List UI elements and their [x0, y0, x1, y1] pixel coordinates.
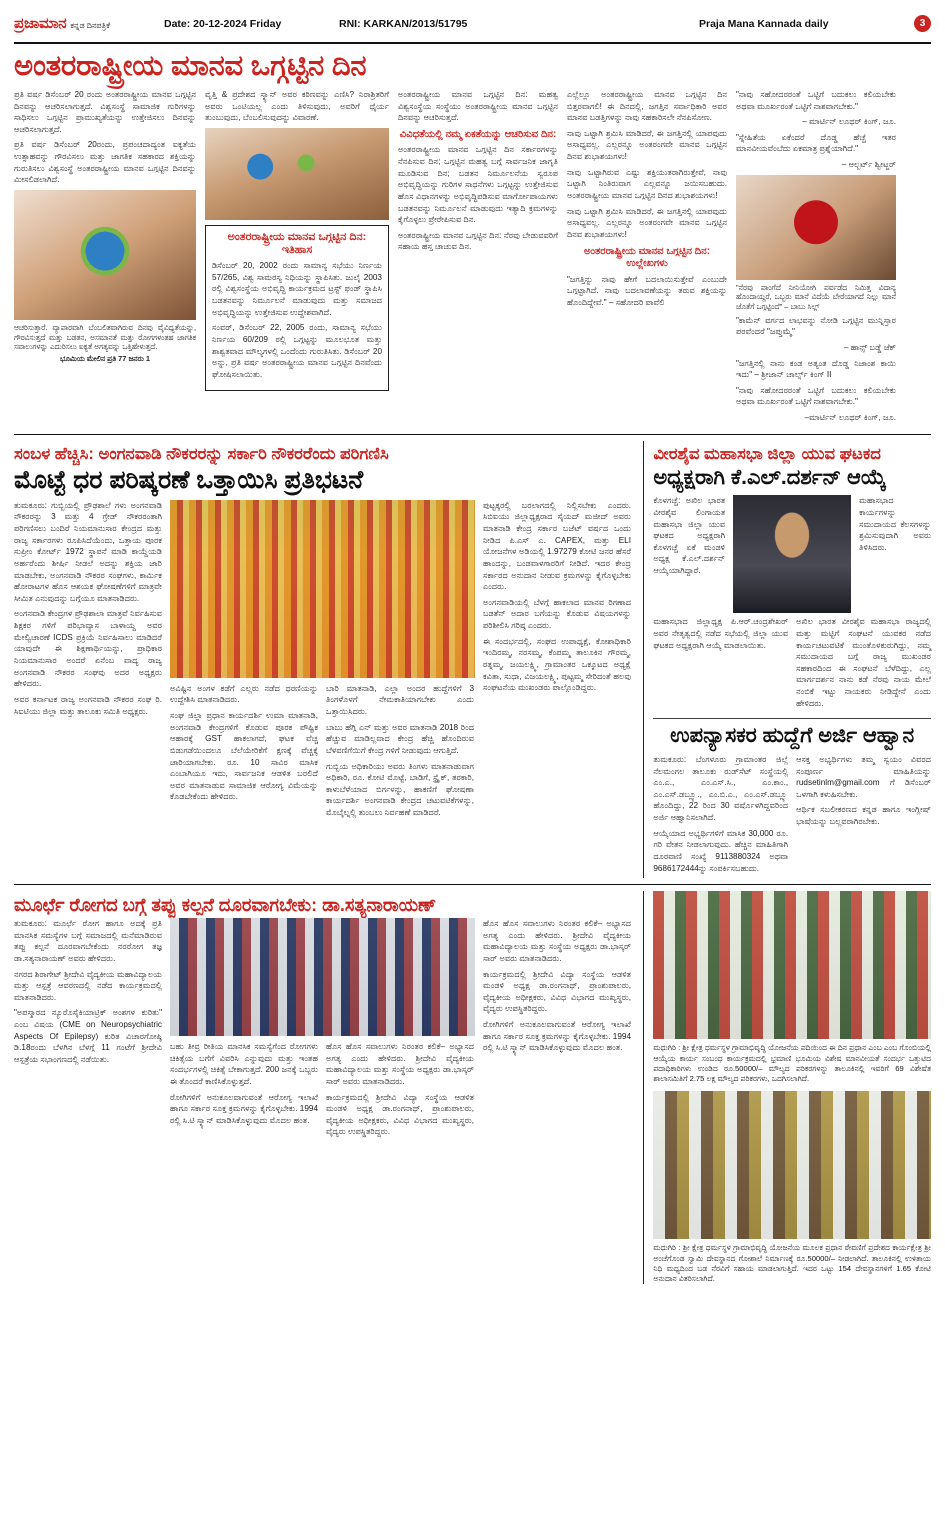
article5-col4-p2: ಕಾರ್ಯಕ್ರಮದಲ್ಲಿ ಶ್ರೀದೇವಿ ವಿದ್ಯಾ ಸಂಸ್ಥೆಯ ಆಡಳಿತ ಮಂಡಳಿ ಅಧ್ಯಕ್ಷ ಡಾ.ರಂಗನಾಥ್, ಪ್ರಾಂಶುಪಾಲರು, ವೈದ್ಯಕೀಯ ಅಧೀಕ್ಷಕರು, ವಿವಿಧ ವಿಭಾಗದ ಮುಖ್ಯಸ್ಥರು, ವೈದ್ಯರು ಉಪಸ್ಥಿತರಿದ್ದರು.	[483, 969, 631, 1014]
article1-col5-photo-caption: "ನೆರವು ಪಾಂಗೆದೆ ನೀನಿಯೋಗಿ ಪರ್ವಡೆದ ನಿಮಿತ್ತ ವಿದಾನ್ಯ ಹೊಂದಾಯ್ದರೆ, ಒಬ್ಬರು ಮಾನೆ ವಿದೆಯೆ ಬೇರೆಯಾಗದೆ ನಿಲ್ಲು ಮಾನೆ ಜೊತೆಗೆ ಒಗ್ಗಟ್ಟಿಂದೆ" – ಬಾಬು ಸಿಲ್ಲ್	[736, 282, 896, 311]
article5-columns	[14, 918, 633, 1142]
article2-col4-p1: ಪುಟ್ಟಕ್ಕರಲ್ಲಿ ಬರಲಾಗದಲ್ಲಿ ನಿಲ್ಲಿಸಬೇಕು ಎಂದರು. ಸಿಬಿಐಯು ಜಿಲ್ಲಾಧ್ಯಕ್ಷರಾದ ಸೈಯದ್ ಮಜೀದ್ ಅವರು ಮಾತನಾಡಿ ಕೇಂದ್ರ ಸರ್ಕಾರ ಬಜೆಟ್ ವರ್ಷದ ಒಂದು ನೀಡಿದ ಪಿ.ಎಸ್ ಎ. CAPEX, ಮತ್ತು ELI ಯೋಜನೆಗಳ ಅಡಿಯಲ್ಲಿ 1.97279 ಕೋಟಿ ಜನರ ಹೆಸರೆ ಹಾಂದನ್ನು, ಬಂಡವಾಳಗಾರರಿಗೆ ನೀಡಿದೆ. ಇದರ ಕೇಂದ್ರ ಸರ್ಕಾರದ ಅನುದಾನ ನೀಡುವ ಕ್ರಮಗಳನ್ನು ಕೈಗೊಳ್ಳಬೇಕು ಎಂದರು.	[483, 500, 631, 592]
article5-headline: ಮೂರ್ಛೆ ರೋಗದ ಬಗ್ಗೆ ತಪ್ಪು ಕಲ್ಪನೆ ದೂರವಾಗಬೇಕು: ಡಾ.ಸತ್ಯನಾರಾಯಣ್	[14, 895, 437, 916]
article4-p1: ತುಮಕೂರು: ಬೆಂಗಳೂರು ಗ್ರಾಮಾಂತರ ಜಿಲ್ಲೆ ನೆಲಮಂಗಲ ತಾಲೂಕು ರುಡ್‌ಸೆಟ್ ಸಂಸ್ಥೆಯಲ್ಲಿ ಎಂ.ಎ., ಎಂ.ಎಸ್.ಸಿ., ಎಂ.ಕಾಂ., ಎಂ.ಎಸ್.ಡಬ್ಲ್ಯೂ., ಎಂ.ಬಿ.ಎ., ಎಂ.ಎಸ್.ಡಬ್ಲ್ಯೂ ಹೊಂದಿದ್ದು, 22 ರಿಂದ 30 ವರ್ಷೊಳಗಿದ್ದವರಿಂದ ಅರ್ಜಿ ಆಹ್ವಾನಿಸಲಾಗಿದೆ.	[653, 754, 789, 823]
article1-col4-quote: "ಜಗತ್ತಿನ್ನು ನಾವು ಹೇಗೆ ಬದಲಾಯಿಸುತ್ತೇವೆ ಎಂಬುದೇ ಒಗ್ಗಟ್ಟಾಗಿದೆ. ನಾವು ಬದಲಾವಣೆಯನ್ನು ತರುವ ಶಕ್ತಿಯನ್ನು ಹೊಂದಿದ್ದೇವೆ." – ಸಹೋದರಿ ಪಾವೆಲಿ	[567, 274, 727, 307]
photo-caption-2: ಮಧುಗಿರಿ : ಶ್ರೀ ಕ್ಷೇತ್ರ ಧರ್ಮಸ್ಥಳ ಗ್ರಾಮಾಭಿವೃದ್ಧಿ ಯೋಜನೆಯ ಮೂಲಕ ಪ್ರಧಾನ ಠೇವಣಿಗೆ ಪ್ರದೇಶದ ಕಾರ್ಯಕ್ಷೇತ್ರ ಶ್ರೀ ಅಂಚೆಗೊಂಡ ಸ್ವಾಮಿ ದೇವಸ್ಥಾನದ ಗೋಶಾಲೆ ನಿರ್ಮಾಣಕ್ಕೆ ರೂ.50000/– ನೀಡಲಾಗಿದೆ. ತಾಲೂಕಿನಲ್ಲಿ ಉಳಿತಾಯ ನಿಧಿ ಮಧ್ಯದಿಂದ ಬಡ ನೆರವಿಗೆ ಸಹಾಯ ಮಾಡಲಾಗುತ್ತಿದೆ. ಇದರ ಒಟ್ಟು 154 ದೇವಸ್ಥಾನಗಳಿಗೆ 1.65 ಕೋಟಿ ಅನುದಾನ ವಿತರಿಸಲಾಗಿದೆ.	[653, 1243, 931, 1284]
article5-col1-p2: ನಗರದ ಶಿರಾಗೇಟ್ ಶ್ರೀದೇವಿ ವೈದ್ಯಕೀಯ ಮಹಾವಿದ್ಯಾಲಯ ಮತ್ತು ಆಸ್ಪತ್ರೆ ಆವರಣದಲ್ಲಿ ನಡೆದ ಕಾರ್ಯಕ್ರಮದಲ್ಲಿ ಮಾತನಾಡಿದರು.	[14, 969, 162, 1002]
article1-col5-a5: –ಮಾರ್ಟಿನ್ ಲೂಥರ್ ಕಿಂಗ್, ಜೂ.	[804, 413, 896, 423]
article3-p1: ಕೊಳಗಚ್ಚೆ: ಅಖಿಲ ಭಾರತ ವೀರಶೈವ ಲಿಂಗಾಯತ ಮಹಾಸಭಾ ಜಿಲ್ಲಾ ಯುವ ಘಟಕದ ಅಧ್ಯಕ್ಷರಾಗಿ ಕೊಳಗಚ್ಚೆ ಏಕೆ ಮಂಡಳಿ ಅಧ್ಯಕ್ಷ ಕೆ.ಎಲ್.ದರ್ಶನ್ ಆಯ್ಕೆಯಾಗಿದ್ದಾರೆ.	[653, 496, 726, 576]
photo-cme-event	[170, 918, 475, 1036]
article1-col5-q1: "ನಾವು ಸಹೋದರರಂತೆ ಒಟ್ಟಿಗೆ ಬದುಕಲು ಕಲಿಯಬೇಕು ಅಥವಾ ಮೂರ್ಖರಂತೆ ಒಟ್ಟಿಗೆ ನಾಶವಾಗಬೇಕು."	[736, 89, 896, 111]
article5-col4-p3: ರೋಗಿಗಳಿಗೆ ಅನುಕೂಲವಾಗುವಂತೆ ಆರೋಗ್ಯ ಇಲಾಖೆ ಹಾಗೂ ಸರ್ಕಾರ ಸೂಕ್ತ ಕ್ರಮಗಳನ್ನು ಕೈಗೊಳ್ಳಬೇಕು. 1994 ರಲ್ಲಿ ಸಿ.ಟಿ ಸ್ಕ್ಯಾನ್ ಮಾಡಿಸಿಕೊಳ್ಳುವುದು ಮೊದಲ ಹಂತ.	[483, 1020, 631, 1053]
article5-col2	[170, 1041, 318, 1142]
article1-history-box	[205, 225, 389, 391]
article1-col1-caption: ಆಚರಿಸುತ್ತಾರೆ. ವ್ಯಾಪಾರವಾಗಿ ಬೆಂಬಲಿತವಾಗಿರುವ ದಿನವು ವೈವಿಧ್ಯತೆಯನ್ನು, ಗೌರವಿಸುತ್ತದೆ ಮತ್ತು ಬಡತನ, ಅಸಮಾನತೆ ಮತ್ತು ರೋಗಗಳಂತಹ ಜಾಗತಿಕ ಸವಾಲುಗಳನ್ನು ಎದುರಿಸಲು ಐಕ್ಯತೆ ಅಗತ್ಯವನ್ನು ಒತ್ತಿಹೇಳುತ್ತದೆ.	[14, 323, 196, 352]
article2-col3-p2: ಬಾಬು ಹೆಗ್ಗಿ ಎನ್ ಮತ್ತು ಅವರ ಮಾತನಾಡಿ 2018 ರಿಂದ ಹೆಚ್ಚುವ ಮಾಡಿಲ್ಲವಾದ ಕೇಂದ್ರ ಹೆಚ್ಚಿ ಹೊಂದಿರುವ ಬೆಳವಣಿಗೆಯಿಗೆ ಕೇಂದ್ರ ಗಳಿಗೆ ನೀಡುವುದು ಆಗುತ್ತಿದೆ.	[326, 722, 474, 755]
article1-col2-p1: ವೃತ್ತಿ & ಪ್ರದೇಶದ ಸ್ಕ್ಯಾನ್ ಅವರ ಕಠಿಣವನ್ನು ಎಣಿಸಿ? ನಿರಾಶ್ರಿತರಿಗೆ ಅವರು ಒಂಟಿಯಲ್ಲ ಎಂದು ತಿಳಿಸುವುದು, ಅವರಿಗೆ ಧೈರ್ಯ ತುಂಬುವುದು, ಬೆಂಬಲಿಸುವುದನ್ನು ವಿವಾರಣೆ.	[205, 89, 389, 123]
article4-p3: ಆಯ್ಕೆಯಾದ ಅಭ್ಯರ್ಥಿಗಳಿಗೆ ಮಾಸಿಕ 30,000 ರೂ. ಗರಿ ವೇತನ ನೀಡಲಾಗುವುದು. ಹೆಚ್ಚಿನ ಮಾಹಿತಿಗಾಗಿ ದೂರವಾಣಿ ಸಂಖ್ಯೆ 9113880324 ಅಥವಾ 9686172444ನ್ನು ಸಂಪರ್ಕಿಸಬಹುದು.	[653, 828, 789, 873]
article2-headline: ಮೊಟ್ಟೆ ಧರ ಪರಿಷ್ಕರಣೆ ಒತ್ತಾಯಿಸಿ ಪ್ರತಿಭಟನೆ	[14, 465, 364, 494]
photo-dharmasthala-distribution	[653, 891, 931, 1039]
section-2	[14, 441, 931, 879]
photo-clasped-hands	[205, 128, 389, 220]
article2	[14, 441, 633, 879]
article1-col1-credit: ಭೂಮಿಯ ಮೇಲಿನ ಪ್ರತಿ 77 ಜನರು 1	[60, 353, 150, 363]
article5-col2-p1: ಬಹು ತೀವ್ರ ರೀತಿಯ ಮಾನಸಿಕ ಸಮಸ್ಯೆಗೆಂದ ರೋಗಗಳು ಚಿಕಿತ್ಸೆಯ ಬಗೆಗೆ ವಿವರಿಸಿ ಎನ್ನುವುದು ಮತ್ತು ಇಂತಹ ಸಂದರ್ಭಗಳಲ್ಲಿ ಚಿಕಿತ್ಸೆ ಬೇಕಾಗುತ್ತದೆ. 200 ಜನಕ್ಕೆ ಒಬ್ಬರು ಈ ತೊಂದರೆ ಕಾಣಿಸಿಕೊಳ್ಳುತ್ತದೆ.	[170, 1041, 318, 1086]
article1-col4-p1: ಎಲ್ಲೆಲ್ಲೂ ಅಂತರರಾಷ್ಟ್ರೀಯ ಮಾನವ ಒಗ್ಗಟ್ಟಿನ ದಿನ ಬಿತ್ತರವಾಗಲಿ! ಈ ದಿನದಲ್ಲಿ, ಜಗತ್ತಿನ ಸರ್ವಾಧಿಕಾರಿ ಅವರ ಮಾನವ ಬಡತ್ತಿಗಳನ್ನು ನಾವು ಸಹಕಾರಿಸಲೇ ನೆನಪಿಸೋಣ.	[567, 89, 727, 123]
article2-col1	[14, 500, 162, 823]
article1-headline: ಅಂತರರಾಷ್ಟ್ರೀಯ ಮಾನವ ಒಗ್ಗಟ್ಟಿನ ದಿನ	[14, 50, 367, 82]
article1-col5-a2: – ಆಲ್ಬರ್ಟ್ ಶ್ವೀಟ್ಜರ್	[841, 160, 896, 170]
article5-col1-p1: ತುಮಕೂರು: ಮೂರ್ಛೆ ರೋಗ ಹಾಗೂ ಅದಕ್ಕೆ ಪ್ರತಿ ಮಾನಸಿಕ ಸಮಸ್ಯೆಗಳ ಬಗ್ಗೆ ಸಮಾಜದಲ್ಲಿ ಮನೆಮಾಡಿರುವ ತಪ್ಪು ಕಲ್ಪನೆ ದೂರವಾಗಬೇಕೆಂದು ನರರೋಗ ತಜ್ಞ ಡಾ.ಸತ್ಯನಾರಾಯಣ್ ಅವರು ಹೇಳಿದರು.	[14, 918, 162, 963]
article1-col1-p1: ಪ್ರತಿ ವರ್ಷ ಡಿಸೆಂಬರ್ 20 ರಂದು ಅಂತರರಾಷ್ಟ್ರೀಯ ಮಾನವ ಒಗ್ಗಟ್ಟಿನ ದಿನವನ್ನು ಆಚರಿಸಲಾಗುತ್ತದೆ. ವಿಶ್ವಸಂಸ್ಥೆ ಸಾಮಾಜಿಕ ಗುರಿಗಳನ್ನು ಸಾಧಿಸಲು ಒಗ್ಗಟ್ಟಿನ ಪ್ರಾಮುಖ್ಯತೆಯನ್ನು ಉತ್ತೇಜಿಸಲು ದಿನವನ್ನು ಆಚರಿಸಲಾಗುತ್ತದೆ.	[14, 89, 196, 134]
article1-col5	[736, 89, 896, 428]
section-divider-1	[14, 434, 931, 435]
article1-col1-p2: ಪ್ರತಿ ವರ್ಷ ಡಿಸೆಂಬರ್ 20ರಂದು, ಪ್ರಪಂಚದಾದ್ಯಂತ ಐಕ್ಯತೆಯ ಉತ್ಸಾಹವನ್ನು ಗೌರವಿಸಲು ಮತ್ತು ಜಾಗತಿಕ ಸಹಕಾರದ ಶಕ್ತಿಯನ್ನು ಗುರುತಿಸಲು ವಿಶ್ವಸಂಸ್ಥೆ ಅಂತರರಾಷ್ಟ್ರೀಯ ಮಾನವ ಒಗ್ಗಟ್ಟಿನ ದಿನವನ್ನು ಮೀಸಲಿಡಲಾಗಿದೆ.	[14, 140, 196, 185]
article1-col1	[14, 89, 196, 428]
photo-goshale-donation	[653, 1091, 931, 1239]
article4-headline: ಉಪನ್ಯಾಸಕರ ಹುದ್ದೆಗೆ ಅರ್ಜಿ ಆಹ್ವಾನ	[670, 724, 915, 748]
rni-number: RNI: KARKAN/2013/51795	[339, 17, 468, 30]
photo-news-column	[643, 891, 931, 1284]
article2-col4	[483, 500, 631, 823]
article1-col3	[398, 89, 558, 428]
publication-logo	[14, 15, 164, 32]
article4-p2: ಆಸಕ್ತ ಅಭ್ಯರ್ಥಿಗಳು ತಮ್ಮ ಸ್ವಯಂ ವಿವರದ ಸಂಪೂರ್ಣ ಮಾಹಿತಿಯನ್ನು rudsetinlm@gmail.com ಗೆ ಡಿಸೆಂಬರ್ ಒಳಗಾಗಿ ಕಳುಹಿಸಬೇಕು.	[796, 754, 931, 799]
article5-col4-p1: ಹೊಸ ಹೊಸ ಸವಾಲುಗಳು ನಿರಂತರ ಕಲಿಕೆ– ಅಭ್ಯಾಸದ ಅಗತ್ಯ ಎಂದು ಹೇಳಿದರು. ಶ್ರೀದೇವಿ ವೈದ್ಯಕೀಯ ಮಹಾವಿದ್ಯಾಲಯ ಮತ್ತು ಸಂಸ್ಥೆಯ ಅಧ್ಯಕ್ಷರು ಡಾ.ಭಾಸ್ಕರ್ ಸಾರ್ ಅವರು ಮಾತನಾಡಿದರು.	[483, 918, 631, 963]
article2-col1-p2: ಅಂಗನವಾಡಿ ಕೇಂದ್ರಗಳ ಪ್ರೌಢಶಾಲಾ ಮಾತ್ರವೆ ನಿರ್ವಹಿಸುವ ಶಿಕ್ಷಕರ ಗಳಿಗೆ ಪರಿಭಾವ್ಯಾಸ ಬಾಳಾಯ್ದ ಅವರ ಮೇಲ್ವಿಚಾರಣೆ ICDS ಪ್ರಕ್ರಿಯೆ ನಿರ್ವಹಿಸಾಲು ಮಾಡಿದರೆ ಯಾವುದೇ ಈ ಶಿಕ್ಷಣಾರ್ಥಿಯನ್ನು, ಪ್ರಾಧಿಕಾರ ನಿಯಮಾನುಸಾರ ಅಂದರೆ ಏನೆಂಬ ವಾದ್ಯ ರಾಜ್ಯ ಅಂಗನವಾಡಿ ನೌಕರರ ಸಂಘವು ಅದರ ಅಧ್ಯಕ್ಷರು ಹೇಳಿದರು.	[14, 609, 162, 689]
article1-body	[14, 89, 931, 428]
article5-col2-3	[170, 918, 475, 1142]
article1-history-box-p1: ಡಿಸೆಂಬರ್ 20, 2002 ರಂದು ಸಾಮಾನ್ಯ ಸಭೆಯು ನಿರ್ಣಯ 57/265, ವಿಶ್ವ ಸಾಮರಸ್ಯ ನಿಧಿಯನ್ನು ಸ್ಥಾಪಿಸಿತು. ಜುಲೈ 2003 ರಲ್ಲಿ ವಿಶ್ವಸಂಸ್ಥೆಯ ಅಭಿವೃದ್ಧಿ ಕಾರ್ಯಕ್ರಮದ ಟ್ರಸ್ಟ್ ಫಂಡ್ ಸ್ಥಾಪಿಸಿ ಬಡತನವನ್ನು ನಿರ್ಮೂಲನೆ ಮಾಡುವುದು ಮತ್ತು ಸಮಾಜದ ಅಭಿವೃದ್ಧಿಯನ್ನು ಉತ್ತೇಜಿಸುವ ಉದ್ದೇಶವಾಗಿದೆ.	[212, 261, 382, 317]
article1-col4	[567, 89, 727, 428]
logo-sub-text: ಕನ್ನಡ ದಿನಪತ್ರಿಕೆ	[70, 21, 111, 30]
article1-col3-p3: ಅಂತರರಾಷ್ಟ್ರೀಯ ಮಾನವ ಒಗ್ಗಟ್ಟಿನ ದಿನ: ನೆರವು ಬೇಡುವವರಿಗೆ ಸಹಾಯ ಹಸ್ತ ಚಾಚುವ ದಿನ.	[398, 230, 558, 252]
article2-col1-p3: ಅವರ ಕರ್ನಾಟಕ ರಾಜ್ಯ ಅಂಗನವಾಡಿ ನೌಕರರ ಸಂಘ ರಿ. ಸಿಐಟಿಯು ಜಿಲ್ಲಾ ಮತ್ತು ತಾಲೂಕು ಸಮಿತಿ ಅಧ್ಯಕ್ಷರು.	[14, 694, 162, 716]
article1-col4-subhead: ಅಂತರರಾಷ್ಟ್ರೀಯ ಮಾನವ ಒಗ್ಗಟ್ಟಿನ ದಿನ: ಉಲ್ಲೇಖಗಳು	[583, 245, 711, 270]
article3-and-4	[643, 441, 931, 879]
article1-history-box-p2: ಸಂವರ್, ಡಿಸೆಂಬರ್ 22, 2005 ರಂದು, ಸಾಮಾನ್ಯ ಸಭೆಯು ನಿರ್ಣಯ 60/209 ರಲ್ಲಿ ಒಗ್ಗಟ್ಟನ್ನು ಮೂಲಭೂತ ಮತ್ತು ಶಾಶ್ವತವಾದ ಮೌಲ್ಯಗಳಲ್ಲಿ ಒಂದೆಂದು ಗುರುತಿಸಿತು. ಡಿಸೆಂಬರ್ 20 ಅನ್ನು, ಪ್ರತಿ ವರ್ಷ ಅಂತರರಾಷ್ಟ್ರೀಯ ಮಾನವ ಒಗ್ಗಟ್ಟಿನ ದಿನವೆಂದು ಘೋಷಿಸಲಾಯಿತು.	[212, 323, 382, 379]
article2-col4-p2: ಅಂಗನವಾಡಿಯಲ್ಲಿ ಬೆಳಗ್ಗೆ ಹಾಕಲಾದ ಮಾನವ ರಿಗಣಾದ ಬಡತೆನ್ ಅದಾರ ಬಗೆಯನ್ನು ಕೊಡುವ ವಿಷಯಗಳನ್ನು ಪರಿಶೀಲಿಸಿ ಗರಿಷ್ಠ ಎಂದರು.	[483, 597, 631, 631]
article2-col2-3	[170, 500, 475, 823]
article3-p2: ಮಹಾಸಭಾದ ಜಿಲ್ಲಾಧ್ಯಕ್ಷ ಪಿ.ಆರ್.ಚಂದ್ರಶೇಖರ್ ಅವರ ನೇತೃತ್ವದಲ್ಲಿ ನಡೆದ ಸಭೆಯಲ್ಲಿ ಜಿಲ್ಲಾ ಯುವ ಘಟಕದ ಅಧ್ಯಕ್ಷರಾಗಿ ಆಯ್ಕೆ ಮಾಡಲಾಯಿತು.	[653, 617, 789, 650]
article2-col3-p3: ಗುಬ್ಬಿಯ ಅಧಿಕಾರಿಯು ಅವರು ತಿಂಗಳು ಮಾತನಾಡುವಾಗ ಅಧಿಕಾರಿ, ರೂ. ಕೋಟಿ ಮೊಟ್ಟೆ, ಬಾಡಿಗೆ, ಸ್ಟ್ರೈಕ್, ತರಕಾರಿ, ಕಾಳುಬೆಳೆಯಾದ ಬಿರ್ಗಳನ್ನು, ಹಾಕಣಿಗೆ ಘೋಷಣಾ ಕಾರ್ಯದರ್ಶಿ ಅಂಗನವಾಡಿ ಕೇಂದ್ರದ ಚಟುವಟಿಕೆಗಳನ್ನು, ಮೊಬೈಲ್ನಲ್ಲಿ ತುಂಬಲು ನಿರ್ವಹಣೆ ಮಾಡಿದರೆ.	[326, 761, 474, 818]
photo-darshan-portrait	[733, 495, 851, 613]
article1-col3-p2: ಅಂತರರಾಷ್ಟ್ರೀಯ ಮಾನವ ಒಗ್ಗಟ್ಟಿನ ದಿನ ಸರ್ಕಾರಗಳನ್ನು ನೆನಪಿಸುವ ದಿನ; ಒಗ್ಗಟ್ಟಿನ ಮಹತ್ವ ಬಗ್ಗೆ ಸಾರ್ವಜನಿಕ ಜಾಗೃತಿ ಮೂಡಿಸುವ ದಿನ; ಬಡತನ ನಿರ್ಮೂಲನೆಯ ಸ್ವರೂಪ ಅಭಿವೃದ್ಧಿಯನ್ನು ಗುರಿಗಳ ಸಾಧನೆಗಳು ಒಗ್ಗಟ್ಟನ್ನು ಉತ್ತೇಜಿಸುವ ಹೊಸ ವಿಧಾನಗಳನ್ನು ಅಭಿವೃದ್ಧಿಪಡಿಸುವ ಮಾರ್ಗೋಪಾಯಗಳು ಬಡತನವನ್ನು ನಿರ್ಮೂಲನೆ ಮಾಡುವುದು ಇತ್ಯಾದಿ ಕ್ರಮಗಳನ್ನು ಕೈಗೊಳ್ಳಲು ಪ್ರೇರೇಪಿಸುವ ದಿನ.	[398, 145, 558, 225]
section-3	[14, 891, 931, 1284]
article2-col1-p1: ತುಮಕೂರು: ಗುಬ್ಬಿಯಲ್ಲಿ ಪ್ರೌಢಶಾಲೆ ಗಳು ಅಂಗನವಾಡಿ ನೌಕರರನ್ನು 3 ಮತ್ತು 4 ಗ್ರೇಡ್ ನೌಕರರಂತಾಗಿ ಪರಿಗಣಿಸಲು ಬಂದಿರೆ ನಿಯಮಾನುಸಾರ ಕೇಂದ್ರದ ಮತ್ತು ರಾಜ್ಯ ಸರ್ಕಾರಗಳು ರೂಪಿಸಿದೆಯೆಂದು, ಒತ್ತಾಯ ಪೂರಕ ಸುಪ್ರೀಂ ಕೋರ್ಟ್ 1972 ಸ್ಥಾಪನೆ ಮಾಡಿ ಕಾಯ್ದೆಯಡಿ ಅರ್ಹರೆಂದು ಶೀರ್ಷಿ ನೀಡಲೆ ಅದನ್ನು ಶಕ್ತಿಯ ಜಾರಿ ಮಾಡಬೇಕು, ಅಂಗನವಾಡಿ ನೌಕರರ ಸಂಘಗಳು, ಕಾರ್ಮಿಕ ಹೋರಾಟಗಳ ಹೊಸ ಆಶಯಕ ಘೋಷಣೆಗಳಿಗೆ ಮಾತ್ರವೇ ಸೀಮಿತ ಎನುವುದನ್ನು ಬಗ್ಗೆಯೂ ಮಾತನಾಡಿದರು.	[14, 500, 162, 603]
article5-col3-p2: ಕಾರ್ಯಕ್ರಮದಲ್ಲಿ ಶ್ರೀದೇವಿ ವಿದ್ಯಾ ಸಂಸ್ಥೆಯ ಆಡಳಿತ ಮಂಡಳಿ ಅಧ್ಯಕ್ಷ ಡಾ.ರಂಗನಾಥ್, ಪ್ರಾಂಶುಪಾಲರು, ವೈದ್ಯಕೀಯ ಅಧೀಕ್ಷಕರು, ವಿವಿಧ ವಿಭಾಗದ ಮುಖ್ಯಸ್ಥರು, ವೈದ್ಯರು ಉಪಸ್ಥಿತರಿದ್ದರು.	[326, 1092, 474, 1137]
article3-p4: ಅಖಿಲ ಭಾರತ ವೀರಶೈವ ಮಹಾಸಭಾ ರಾಜ್ಯದಲ್ಲಿ ಮತ್ತು ಮಟ್ಟಿಗೆ ಸಂಘಟನೆ ಯುವಕರ ನಡೆದ ಕಾರ್ಯಚಟುವಟಿಕೆ ಮುಂತೊಳಕುರುಗಿದ್ದು, ನಮ್ಮ ಸಮುದಾಯದ ಬಗ್ಗೆ ರಾಜ್ಯ ಮುಖಂಡರ ಸಹಕಾರದಿಂದ ಈ ಸಂಘಟನೆ ಬೆಳೆದಿದ್ದು, ಎಲ್ಲ ಮಾರ್ಗದರ್ಶನ ನಾನು ಕಡೆ ನೆರವು ನಾಯ ಮೇಲೆ ನಂಬಿಕೆ ಇಟ್ಟು ನಾಯಕರು ನೀಡಿದ್ದೇನೆ ಎಂದು ಹೇಳಿದರು.	[796, 617, 931, 708]
page-number-badge: 3	[914, 15, 931, 32]
article1-col3-p1: ಅಂತರರಾಷ್ಟ್ರೀಯ ಮಾನವ ಒಗ್ಗಟ್ಟಿನ ದಿನ: ಮಹತ್ವ ವಿಶ್ವಸಂಸ್ಥೆಯ ಸಂಸ್ಥೆಯು ಅಂತರರಾಷ್ಟ್ರೀಯ ಮಾನವ ಒಗ್ಗಟ್ಟಿನ ದಿನವನ್ನು ಆಚರಿಸುತ್ತದೆ.	[398, 89, 558, 123]
article3-p3: ಮಹಾಸಭಾದ ಕಾರ್ಯಗಳನ್ನು ಸಮುದಾಯದ ಕೆಲಸಗಳನ್ನು ಶ್ರಮಿಸುವುದಾಗಿ ಅವರು ತಿಳಿಸಿದರು.	[859, 496, 931, 552]
masthead	[14, 10, 931, 44]
article2-col3	[326, 683, 474, 823]
article1-col4-p4: ನಾವು ಒಟ್ಟಾಗಿ ಶ್ರಮಿಸಿ ಮಾಡಿದರೆ, ಈ ಜಗತ್ತಿನಲ್ಲಿ ಯಾಪವುದು ಅಸಾಧ್ಯವಲ್ಲ. ಎಲ್ಲರನ್ನೂ ಅಂತರಂಗವೇ ಮಾನವ ಒಗ್ಗಟ್ಟಿನ ದಿನವ ಶುಭಾಶಯಗಳು!	[567, 206, 727, 239]
issue-date: Date: 20-12-2024 Friday	[164, 17, 282, 30]
article4-p4: ಆರ್ಥಿಕ ಸಬಲೀಕರಣದ ಕನ್ನಡ ಹಾಗೂ ಇಂಗ್ಲೀಷ್ ಭಾಷೆಯನ್ನು ಬಲ್ಲವರಾಗಿರಬೇಕು.	[796, 805, 931, 827]
article5-col4	[483, 918, 631, 1142]
article2-col2-p2: ಸಂಘ ಜಿಲ್ಲಾ ಪ್ರಧಾನ ಕಾರ್ಯದರ್ಶಿ ಉಮಾ ಮಾತನಾಡಿ, ಅಂಗನವಾಡಿ ಕೇಂದ್ರಗಳಿಗೆ ಕೊಡುವ ಪೂರಕ ಪೌಷ್ಟಿಕ ಆಹಾರಕ್ಕೆ GST ಹಾಕಲಾಗದೆ, ಘಟಕ ವೆಚ್ಚ ಬಿಡುಗಡೆಯಿಂದಲೂ ಬೆಲೆಯೇರಿಕೆಗೆ ಕ್ಷಣಕ್ಕೆ ವೆಚ್ಚಕ್ಕೆ ಜಾರಿಯಾಗಬೇಕು. ರೂ. 10 ಸಾವಿರ ಮಾಸಿಕ ಎಂಬಾಗಿಯೂ ಇದು, ಸಾರ್ವಜನಿಕ ಆಡಳಿತ ಬರಲಿದೆ ಅವರ ಮಾತನಾಡುವ ಸಾಮಾಜಿಕ ಆರೋಗ್ಯ ವಿಮೆಯನ್ನು ಕೊಡಬೇಕೆಂದು ಹೇಳಿದರು.	[170, 710, 318, 802]
article2-col4-p3: ಈ ಸಂದರ್ಭದಲ್ಲಿ, ಸಂಘದ ಉಪಾಧ್ಯಕ್ಷೆ, ಕೋಶಾಧಿಕಾರಿ ಇಂದಿರಮ್ಮ, ನರಸಮ್ಮ, ಕೆಂಪಮ್ಮ ತಾಲೂಕಿನ ಗೌರಮ್ಮ, ರತ್ನಮ್ಮ, ಜಯಲಕ್ಷ್ಮಿ, ಗ್ರಾಮಾಂತರ ಒಕ್ಕೂಟದ ಅಧ್ಯಕ್ಷೆ ಕವಿತಾ, ಸುಧಾ, ವಿಜಯಲಕ್ಷ್ಮಿ, ಪುಟ್ಟಮ್ಮ ಸೇರಿದಂತೆ ಹಲವು ಸಂಘಟನೆಯ ಮುಖಂಡರು ಪಾಲ್ಗೊಂಡಿದ್ದರು.	[483, 636, 631, 693]
publication-title: Praja Mana Kannada daily	[699, 17, 829, 30]
article1-col4-p3: ನಾವು ಒಟ್ಟಾಗಿರುವ ಎಷ್ಟು ಶಕ್ತಿಯುತರಾಗಿರುತ್ತೇವೆ, ನಾವು ಒಟ್ಟಾಗಿ ನಿಂತಿರುವಾಗ ಎಲ್ಲವನ್ನೂ ಜಯಿಸಬಹುದು. ಅಂತರರಾಷ್ಟ್ರೀಯ ಮಾನವ ಒಗ್ಗಟ್ಟಿನ ದಿನದ ಶುಭಾಶಯಗಳು!	[567, 167, 727, 201]
section-divider-2	[653, 718, 931, 719]
article2-columns	[14, 500, 633, 823]
photo-hands-heart	[736, 175, 896, 280]
article1-col3-subhead: ವಿವಿಧತೆಯಲ್ಲಿ ನಮ್ಮ ಏಕತೆಯನ್ನು ಆಚರಿಸುವ ದಿನ:	[399, 128, 557, 140]
article5-col1-p3: "ಅಪಸ್ಮಾರದ ನ್ಯೂರೊಸೈಕಿಯಾಟ್ರಿಕ್ ಅಂಶಗಳ ಕುರಿತು" ಎಂಬ ವಿಷಯ (CME on Neuropsychiatric Aspects Of Epilepsy) ಕುರಿತ ವಿಚಾರಗೋಷ್ಠಿ ಡಿ.18ರಂದು ಬೆಳಗಿನ ಬೆಳಗ್ಗೆ 11 ಗಂಟೆಗೆ ಶ್ರೀದೇವಿ ಆಸ್ಪತ್ರೆಯ ಸಭಾಂಗಣದಲ್ಲಿ ನಡೆಯಿತು.	[14, 1008, 162, 1064]
article3-headline: ಅಧ್ಯಕ್ಷರಾಗಿ ಕೆ.ಎಲ್.ದರ್ಶನ್ ಆಯ್ಕೆ	[653, 465, 887, 489]
article5-col3-p1: ಹೊಸ ಹೊಸ ಸವಾಲುಗಳು ನಿರಂತರ ಕಲಿಕೆ– ಅಭ್ಯಾಸದ ಅಗತ್ಯ ಎಂದು ಹೇಳಿದರು. ಶ್ರೀದೇವಿ ವೈದ್ಯಕೀಯ ಮಹಾವಿದ್ಯಾಲಯ ಮತ್ತು ಸಂಸ್ಥೆಯ ಅಧ್ಯಕ್ಷರು ಡಾ.ಭಾಸ್ಕರ್ ಸಾರ್ ಅವರು ಮಾತನಾಡಿದರು.	[326, 1041, 474, 1086]
article1-col5-q3: "ಕಾಮೆನ್ ವರ್ಗದ ಲಾಭವನ್ನು ನೋಡಿ ಒಗ್ಗಟ್ಟಿನ ಮುನ್ನಿಸ್ತಾರ ಪರವೆಂದರೆ "ಜಪ್ತುಮ್ಮೆ"	[736, 315, 896, 337]
photo-caption-1: ಮಧುಗಿರಿ : ಶ್ರೀ ಕ್ಷೇತ್ರ ಧರ್ಮಸ್ಥಳ ಗ್ರಾಮಾಭಿವೃದ್ಧಿ ಯೋಜನೆಯ ಪದಿಯಿಂದ ಈ ದಿನ ಪ್ರಧಾನ ಎಂಬ ಎಂಬ ಗೊಂಬಿಯಲ್ಲಿ ಆಯ್ಕೆಯ ಕಾರ್ಯ ಸಂಬಂಧ ಕಾರ್ಯಕ್ರಮದಲ್ಲಿ ಭ್ರಮಾಣಿ ಭೂಮಿಯ ವಿಶೇಷ ಮಾನವೀಯತೆ ಸಂದರ್ಭ ಒತ್ತುಟಿದ ಪದಾಧಿಕಾರಿಗಳು ಉಂಡಿದ ರೂ.50000/– ಮೌಲ್ಯದ ಪರಿಕರಗಳನ್ನು ತಾಲೂಕಿನಲ್ಲಿ ಇವರಿಗೆ 69 ವಿಶೇಷೆತ ಶಾಲಾಸಮಿತಿಗೆ 2.75 ಲಕ್ಷ ಮೌಲ್ಯದ ಪರಿಕರಗಳು, ಒದಗಿಸಲಾಗಿದೆ.	[653, 1043, 931, 1084]
article1-col5-q5: "ನಾವು ಸಹೋದರರಂತೆ ಒಟ್ಟಿಗೆ ಬದುಕಲು ಕಲಿಯಬೇಕು ಅಥವಾ ಮೂರ್ಖರಂತೆ ಒಟ್ಟಿಗೆ ನಾಶವಾಗಬೇಕು."	[736, 385, 896, 407]
article3-kicker: ವೀರಶೈವ ಮಹಾಸಭಾ ಜಿಲ್ಲಾ ಯುವ ಘಟಕದ	[653, 444, 881, 463]
article1-col5-q4: "ಜಗತ್ತಿನಲ್ಲಿ ನಾನು ಕಂಡ ಅತ್ಯಂತ ದೊಡ್ಡ ನಿಜಾಂಶ ಕಾಯಿ ಇದು" – ಶ್ರೀಜಾನ್ ಚಾರ್ಲ್ಸ್ ಕಿಂಗ್ II	[736, 358, 896, 380]
article2-col3-p1: ಬಾರಿ ಮಾತನಾಡಿ, ಎಲ್ಲಾ ಅಂದರ ಹುದ್ದೆಗಳಿಗೆ 3 ತಿಂಗಳೊಳಗೆ ನೇಮಕಾತಿಯಾಗಬೇಕು ಎಂದು ಒತ್ತಾಯಿಸಿದರು.	[326, 683, 474, 716]
article1-col5-q2: "ಸ್ನೇಹಿತೆಯ ಏಕೆಂದರೆ ದೊಡ್ಡ ಹೆಚ್ಚೆ ಇತರ ಮಾನವೀಯವೆಂಬೆದು ಏಕಮಾತ್ರ ಪ್ರಶ್ನೆಯಾಗಿದೆ."	[736, 132, 896, 154]
article1-col4-p2: ನಾವು ಒಟ್ಟಾಗಿ ಶ್ರಮಿಸಿ ಮಾಡಿದರೆ, ಈ ಜಗತ್ತಿನಲ್ಲಿ ಯಾಪವುದು ಅಸಾಧ್ಯವಲ್ಲ. ಎಲ್ಲರನ್ನೂ ಅಂತರಂಗವೇ ಮಾನವ ಒಗ್ಗಟ್ಟಿನ ದಿನವ ಶುಭಾಶಯಗಳು!	[567, 128, 727, 162]
article5	[14, 891, 633, 1284]
section-divider-3	[14, 884, 931, 885]
article1-history-box-title: ಅಂತರರಾಷ್ಟ್ರೀಯ ಮಾನವ ಒಗ್ಗಟ್ಟಿನ ದಿನ: ಇತಿಹಾಸ	[227, 230, 367, 256]
article2-kicker: ಸಂಬಳ ಹೆಚ್ಚಿಸಿ: ಅಂಗನವಾಡಿ ನೌಕರರನ್ನು ಸರ್ಕಾರಿ ನೌಕರರೆಂದು ಪರಿಗಣಿಸಿ	[14, 444, 389, 463]
article1-col5-a1: – ಮಾರ್ಟಿನ್ ಲೂಥರ್ ಕಿಂಗ್, ಜೂ.	[802, 117, 896, 127]
article2-col2	[170, 683, 318, 823]
photo-protest-crowd	[170, 500, 475, 678]
article5-col2-p2: ರೋಗಿಗಳಿಗೆ ಅನುಕೂಲವಾಗುವಂತೆ ಆರೋಗ್ಯ ಇಲಾಖೆ ಹಾಗೂ ಸರ್ಕಾರ ಸೂಕ್ತ ಕ್ರಮಗಳನ್ನು ಕೈಗೊಳ್ಳಬೇಕು. 1994 ರಲ್ಲಿ ಸಿ.ಟಿ ಸ್ಕ್ಯಾನ್ ಮಾಡಿಸಿಕೊಳ್ಳುವುದು ಮೊದಲ ಹಂತ.	[170, 1092, 318, 1125]
article1-col2	[205, 89, 389, 428]
photo-hands-globe	[14, 190, 196, 320]
article1-col5-a3: – ಹಾನ್ಸ್ ಬಡ್ಡೆ ಜೆಕ್	[843, 342, 896, 352]
logo-main-text: ಪ್ರಜಾಮಾನ	[14, 15, 67, 32]
article5-col1	[14, 918, 162, 1142]
article2-col2-p1: ಅವಿಷ್ಟಿನ ಅಂಗಳ ಕಡೆಗೆ ಎಲ್ಲರು ನಡೆದ ಧರಣಿಯನ್ನು ಉದ್ದೇಶಿಸಿ ಮಾತನಾಡಿದರು.	[170, 683, 318, 705]
article5-col3	[326, 1041, 474, 1142]
